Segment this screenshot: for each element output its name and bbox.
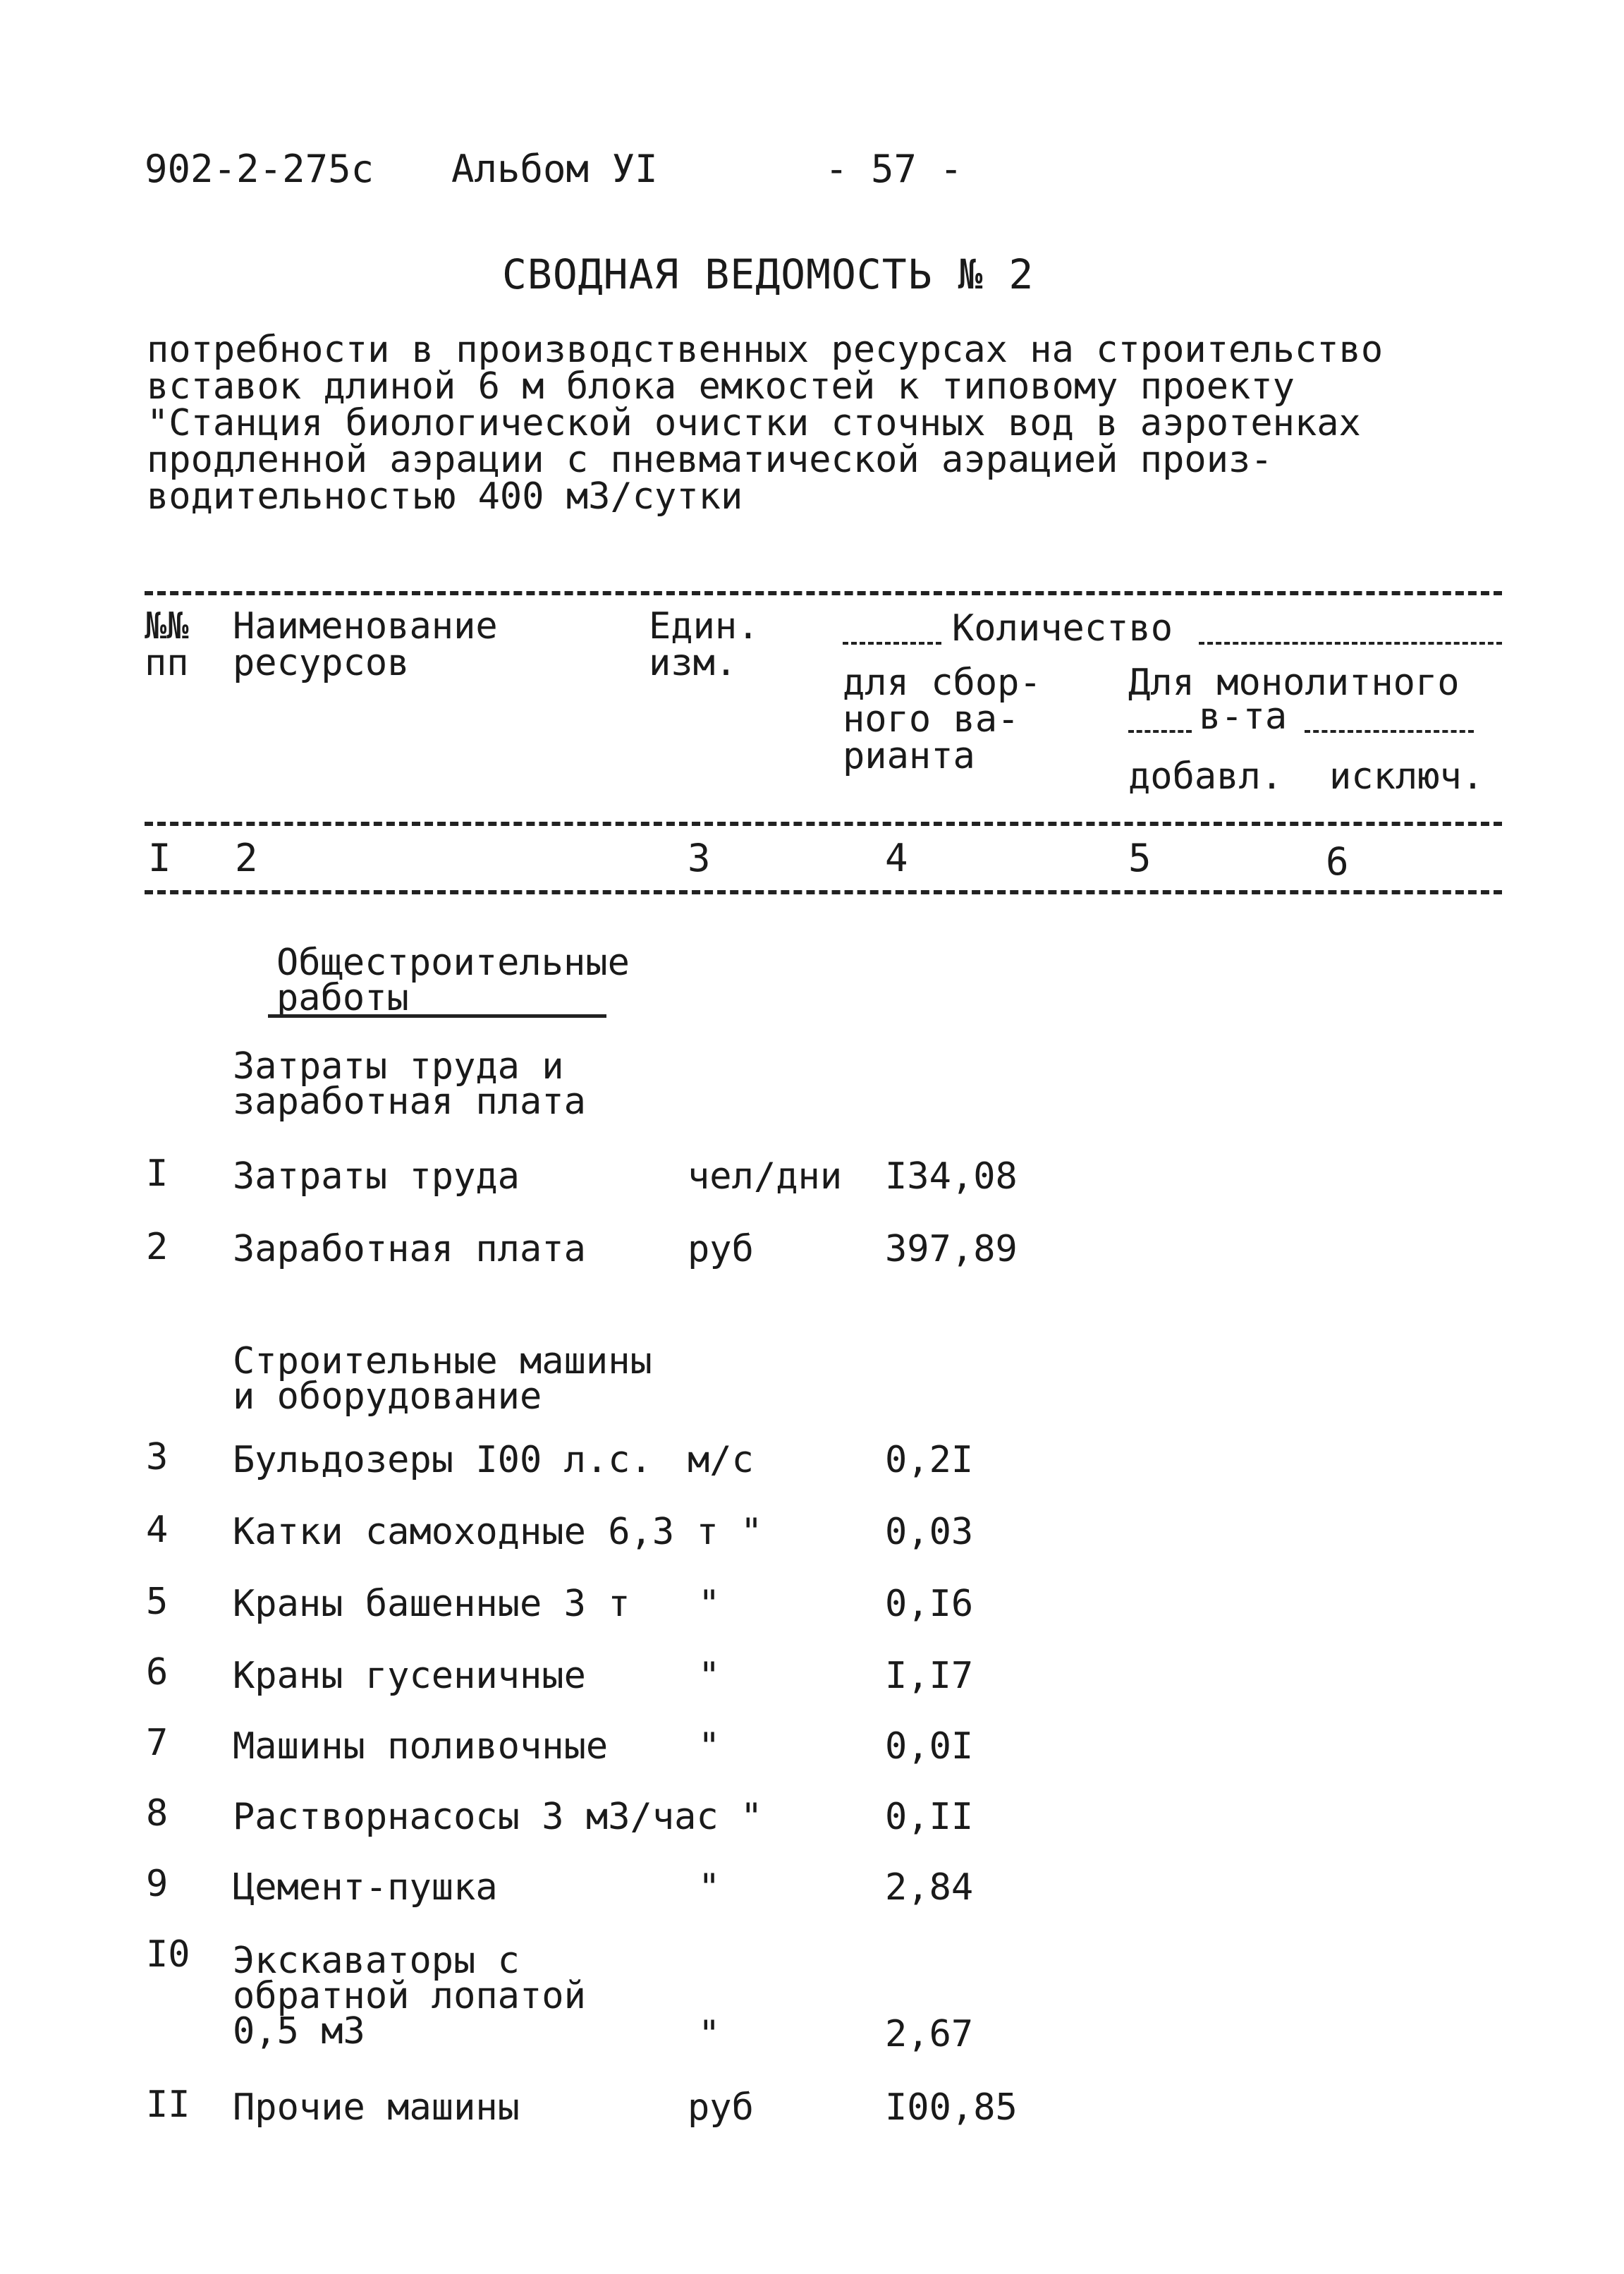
row-unit: ": [698, 2013, 721, 2055]
row-value: 0,I6: [885, 1583, 974, 1625]
column-number: 4: [885, 836, 908, 880]
row-name: Растворнасосы 3 м3/час: [233, 1796, 719, 1838]
row-name: Катки самоходные 6,3 т: [233, 1511, 719, 1553]
monolithic-leader-left: [1128, 730, 1192, 733]
section-title-underline: [268, 1014, 606, 1018]
row-number: 2: [146, 1226, 169, 1268]
header-quantity: Количество: [952, 607, 1173, 650]
quantity-leader-left: [843, 642, 941, 645]
page-number: - 57 -: [825, 147, 963, 191]
row-unit: чел/дни: [688, 1155, 843, 1198]
intro-line: продленной аэрации с пневматической аэрацией произ-: [147, 439, 1273, 481]
row-number: 3: [146, 1436, 169, 1478]
row-number: 8: [146, 1792, 169, 1835]
row-name: Краны гусеничные: [233, 1655, 586, 1697]
header-unit: Един. изм.: [649, 605, 759, 684]
row-value: I,I7: [885, 1655, 974, 1697]
row-name: Бульдозеры I00 л.с.: [233, 1439, 652, 1481]
row-value: 397,89: [885, 1228, 1018, 1270]
row-number: II: [146, 2084, 190, 2126]
row-number: I0: [146, 1933, 190, 1976]
row-unit: ": [698, 1583, 721, 1625]
document-code: 902-2-275с: [145, 147, 374, 191]
column-number: 6: [1326, 839, 1349, 884]
row-value: I34,08: [885, 1155, 1018, 1198]
intro-line: вставок длиной 6 м блока емкостей к типовому проекту: [147, 365, 1295, 408]
row-unit: ": [740, 1796, 763, 1838]
row-value: 2,84: [885, 1866, 974, 1909]
header-added: добавл.: [1128, 755, 1283, 798]
column-number: 3: [688, 836, 711, 880]
quantity-leader-right: [1199, 642, 1502, 645]
row-unit: руб: [688, 2086, 754, 2129]
row-unit: ": [698, 1725, 721, 1768]
header-precast: для сбор- ного ва- рианта: [843, 662, 1042, 777]
row-value: 2,67: [885, 2013, 974, 2055]
row-number: 5: [146, 1581, 169, 1623]
column-number: 5: [1128, 836, 1152, 880]
subsection-title: Затраты труда и заработная плата: [233, 1045, 586, 1123]
column-numbers-rule: [145, 890, 1502, 894]
row-unit: руб: [688, 1228, 754, 1270]
row-name: Затраты труда: [233, 1155, 520, 1198]
row-number: 6: [146, 1651, 169, 1694]
row-name: Машины поливочные: [233, 1725, 609, 1768]
row-name: Прочие машины: [233, 2086, 520, 2129]
header-monolithic: Для монолитного: [1128, 662, 1460, 704]
row-name: Цемент-пушка: [233, 1866, 498, 1909]
row-number: I: [146, 1153, 169, 1195]
section-title: Общестроительные работы: [276, 942, 630, 1019]
row-value: I00,85: [885, 2086, 1018, 2129]
row-name: Краны башенные 3 т: [233, 1583, 630, 1625]
column-number: 2: [235, 836, 258, 880]
header-number: №№ пп: [145, 605, 189, 684]
intro-line: потребности в производственных ресурсах на строительство: [147, 329, 1384, 371]
subsection-title: Строительные машины и оборудование: [233, 1340, 652, 1418]
intro-line: "Станция биологической очистки сточных вод в аэротенках: [147, 402, 1361, 444]
table-top-rule: [145, 591, 1502, 595]
row-unit: ": [698, 1866, 721, 1909]
monolithic-leader-right: [1305, 730, 1474, 733]
intro-line: водительностью 400 м3/сутки: [147, 475, 743, 518]
row-value: 0,0I: [885, 1725, 974, 1768]
document-title: СВОДНАЯ ВЕДОМОСТЬ № 2: [502, 250, 1034, 298]
row-name: Экскаваторы с обратной лопатой 0,5 м3: [233, 1940, 586, 2053]
header-monolithic-sub: в-та: [1199, 695, 1288, 738]
header-bottom-rule: [145, 822, 1502, 826]
row-unit: м/с: [688, 1439, 754, 1481]
row-number: 4: [146, 1509, 169, 1551]
header-excluded: исключ.: [1329, 755, 1484, 798]
album-label: Альбом УI: [451, 147, 658, 191]
row-value: 0,03: [885, 1511, 974, 1553]
row-value: 0,2I: [885, 1439, 974, 1481]
header-name: Наименование ресурсов: [233, 605, 498, 684]
row-name: Заработная плата: [233, 1228, 586, 1270]
row-value: 0,II: [885, 1796, 974, 1838]
row-unit: ": [698, 1655, 721, 1697]
row-number: 9: [146, 1863, 169, 1905]
row-number: 7: [146, 1722, 169, 1764]
column-number: I: [148, 836, 171, 880]
row-unit: ": [740, 1511, 763, 1553]
